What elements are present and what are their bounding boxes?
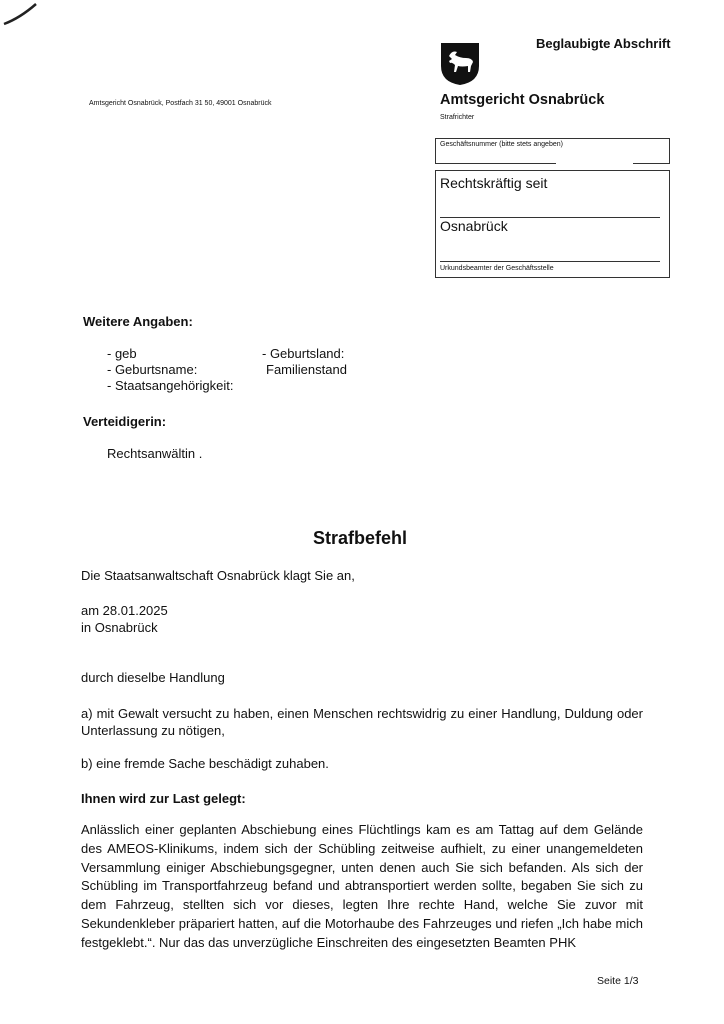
corner-pen-mark: [0, 0, 60, 30]
certified-copy-label: Beglaubigte Abschrift: [536, 36, 671, 51]
intro-text: Die Staatsanwaltschaft Osnabrück klagt Sie an,: [81, 568, 355, 583]
details-right: [262, 346, 347, 378]
act-text: durch dieselbe Handlung: [81, 670, 225, 685]
case-number-box: [435, 138, 670, 164]
sender-line: Amtsgericht Osnabrück, Postfach 31 50, 49001 Osnabrück: [89, 100, 272, 107]
details-heading: Weitere Angaben:: [83, 314, 193, 329]
court-name: Amtsgericht Osnabrück: [440, 92, 605, 108]
detail-geb: - geb: [107, 346, 137, 361]
defense-name: Rechtsanwältin .: [107, 446, 203, 461]
case-number-label: Geschäftsnummer (bitte stets angeben): [440, 141, 563, 148]
defense-heading: Verteidigerin:: [83, 414, 167, 429]
detail-staatsangehoerigkeit: - Staatsangehörigkeit:: [107, 378, 234, 393]
page-number: Seite 1/3: [597, 975, 639, 987]
detail-geburtsname: - Geburtsname:: [107, 362, 198, 377]
charge-b: b) eine fremde Sache beschädigt zuhaben.: [81, 756, 329, 771]
clerk-label: Urkundsbeamter der Geschäftsstelle: [440, 265, 554, 272]
document-title: Strafbefehl: [313, 528, 408, 548]
offense-place: in Osnabrück: [81, 620, 158, 635]
offense-date: am 28.01.2025: [81, 603, 168, 618]
details-left: [107, 346, 233, 394]
court-department: Strafrichter: [440, 114, 475, 121]
date-place: [81, 602, 168, 636]
finality-label: Rechtskräftig seit: [440, 175, 548, 191]
finality-box: [435, 170, 670, 278]
detail-familienstand: Familienstand: [266, 362, 347, 377]
detail-geburtsland: - Geburtsland:: [262, 346, 345, 361]
crest-icon: [440, 42, 480, 86]
finality-place: Osnabrück: [440, 218, 508, 234]
accusation-heading: Ihnen wird zur Last gelegt:: [81, 791, 246, 806]
accusation-text: Anlässlich einer geplanten Abschiebung eines Flüchtlings kam es am Tattag auf dem Gelände des AMEOS-Klinikums, indem sich der Schübling zeitweise aufhielt, zu einer unangemeldeten Versammlung einiger Abschiebungsgegner, unten denen auch Sie sich befanden. Als sich der Schübling im Transportfahrzeug befand und abtransportiert werden sollte, begaben Sie sich zu dem Fahrzeug, stellten sich vor dieses, legten Ihre rechte Hand, welche Sie zuvor mit Sekundenkleber präpariert hatten, auf die Motorhaube des Fahrzeuges und riefen „Ich habe mich festgeklebt.“. Nur das das unverzügliche Einschreiten des eingesetzten Beamten PHK: [81, 822, 643, 950]
charge-a: a) mit Gewalt versucht zu haben, einen Menschen rechtswidrig zu einer Handlung, Duldung oder Unterlassung zu nötigen,: [81, 706, 643, 738]
